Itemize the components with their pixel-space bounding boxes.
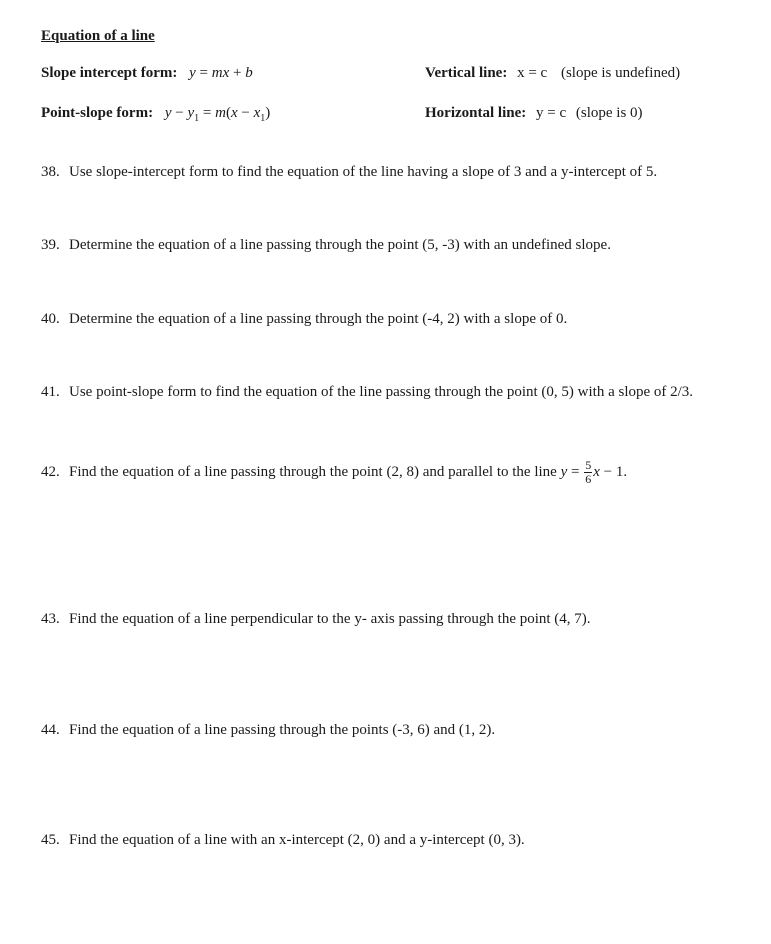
question-43 xyxy=(41,611,591,628)
question-number: 45. xyxy=(41,832,60,848)
eq-symbol: − xyxy=(237,105,254,121)
eq-symbol: x xyxy=(593,463,600,480)
question-text: Find the equation of a line perpendicular to the y- axis passing through the point (4, 7). xyxy=(69,611,591,627)
slope-intercept-label: Slope intercept form: xyxy=(41,65,178,81)
eq-symbol: 1 xyxy=(194,113,200,124)
eq-symbol: − xyxy=(171,105,188,121)
question-number: 43. xyxy=(41,611,60,627)
eq-symbol: = xyxy=(567,463,584,480)
horizontal-line-label: Horizontal line: xyxy=(425,105,527,121)
question-text: Determine the equation of a line passing through the point (5, -3) with an undefined slope. xyxy=(69,237,611,253)
page-title: Equation of a line xyxy=(41,28,155,44)
eq-symbol: x xyxy=(230,105,238,121)
eq-symbol: = xyxy=(199,105,216,121)
slope-intercept-form xyxy=(41,65,253,82)
question-41 xyxy=(41,384,693,401)
horizontal-line-form xyxy=(425,105,643,122)
question-number: 44. xyxy=(41,722,60,738)
eq-symbol: ) xyxy=(265,105,271,121)
question-number: 39. xyxy=(41,237,60,253)
vertical-line-equation: x = c xyxy=(517,65,548,81)
question-number: 41. xyxy=(41,384,60,400)
question-38 xyxy=(41,164,657,181)
question-42 xyxy=(41,459,627,486)
point-slope-label: Point-slope form: xyxy=(41,105,154,121)
question-text: Use slope-intercept form to find the equation of the line having a slope of 3 and a y-intercept of 5. xyxy=(69,164,658,180)
question-39 xyxy=(41,237,611,254)
question-number: 40. xyxy=(41,311,60,327)
slope-intercept-equation xyxy=(189,65,253,81)
eq-symbol: y xyxy=(164,105,172,121)
question-45 xyxy=(41,832,525,849)
question-44 xyxy=(41,722,495,739)
eq-symbol: y xyxy=(560,463,568,480)
vertical-line-form xyxy=(425,65,680,82)
question-40 xyxy=(41,311,567,328)
question-text: Find the equation of a line with an x-intercept (2, 0) and a y-intercept (0, 3). xyxy=(69,832,525,848)
question-text: Use point-slope form to find the equation of the line passing through the point (0, 5) with a slope of 2/3. xyxy=(69,384,694,400)
horizontal-line-equation: y = c xyxy=(536,105,567,121)
point-slope-equation xyxy=(164,105,271,124)
question-text: Find the equation of a line passing through the point (2, 8) and parallel to the line xyxy=(69,463,561,480)
parallel-line-equation xyxy=(560,458,628,486)
eq-symbol: y xyxy=(189,65,196,81)
eq-symbol: mx xyxy=(211,65,230,81)
eq-symbol: + xyxy=(229,65,246,81)
vertical-line-note: (slope is undefined) xyxy=(560,65,681,81)
question-number: 38. xyxy=(41,164,60,180)
eq-symbol: . xyxy=(623,463,628,480)
question-text: Determine the equation of a line passing through the point (-4, 2) with a slope of 0. xyxy=(69,311,568,327)
question-number: 42. xyxy=(41,463,60,480)
point-slope-form xyxy=(41,105,270,124)
eq-symbol: = xyxy=(195,65,212,81)
vertical-line-label: Vertical line: xyxy=(425,65,508,81)
eq-symbol: y xyxy=(187,105,195,121)
fraction xyxy=(584,459,592,486)
fraction-denominator: 6 xyxy=(585,472,592,486)
question-text: Find the equation of a line passing through the points (-3, 6) and (1, 2). xyxy=(69,722,496,738)
horizontal-line-note: (slope is 0) xyxy=(575,105,643,121)
eq-symbol: m xyxy=(215,105,226,121)
eq-symbol: x xyxy=(253,105,261,121)
eq-symbol: b xyxy=(245,65,253,81)
fraction-numerator: 5 xyxy=(585,458,592,472)
eq-symbol: 1 xyxy=(260,113,266,124)
eq-symbol: − 1 xyxy=(599,463,624,480)
eq-symbol: ( xyxy=(225,105,231,121)
